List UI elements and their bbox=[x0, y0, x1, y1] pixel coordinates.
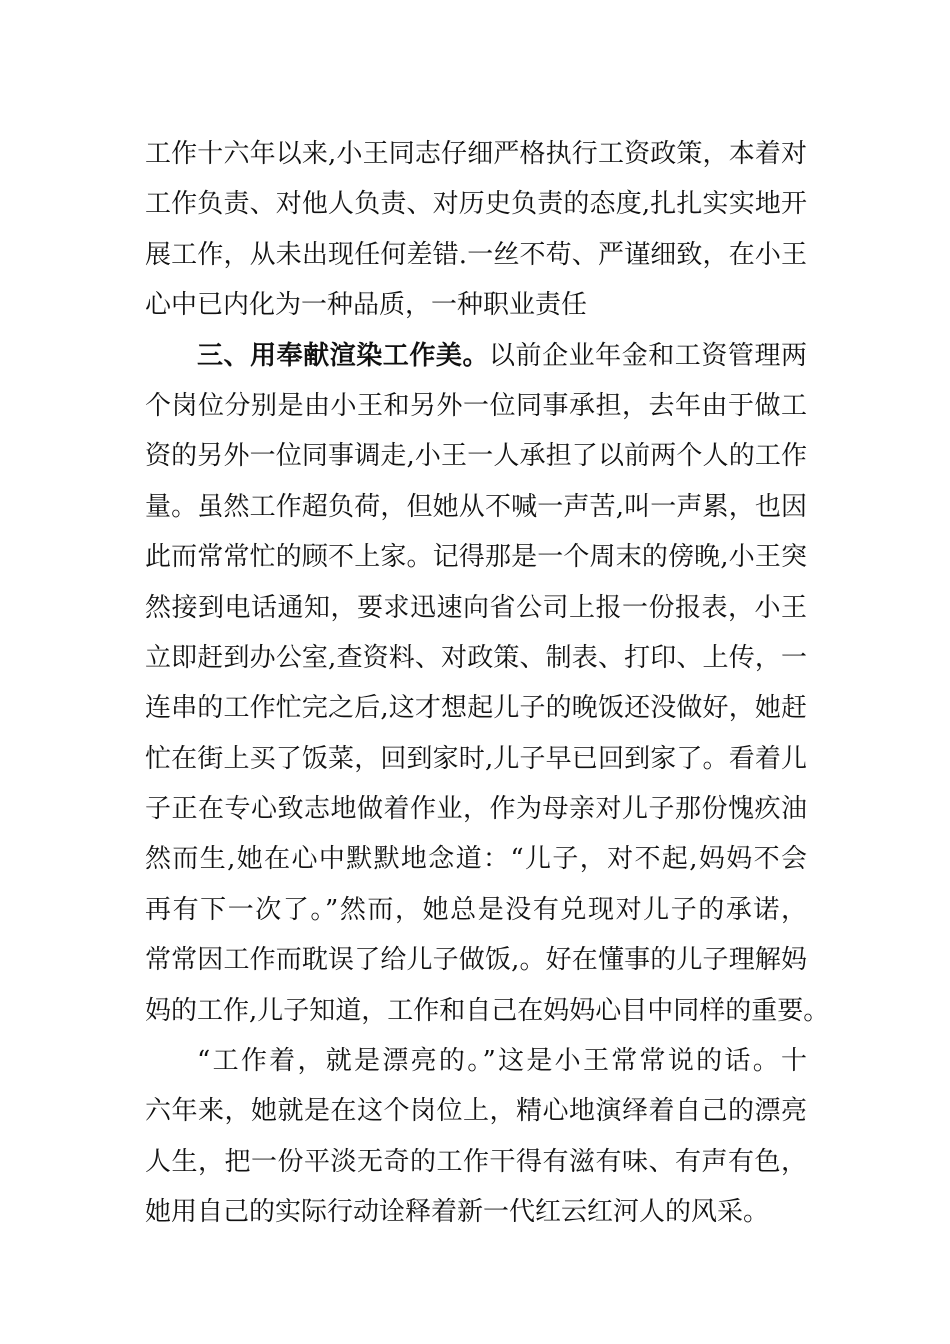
text-line: 展工作，从未出现任何差错.一丝不苟、严谨细致，在小王 bbox=[145, 239, 807, 270]
text-line: 人生，把一份平淡无奇的工作干得有滋有味、有声有色， bbox=[145, 1146, 807, 1177]
text-line: 再有下一次了。”然而，她总是没有兑现对儿子的承诺， bbox=[145, 894, 807, 925]
text-line: 然接到电话通知，要求迅速向省公司上报一份报表，小王 bbox=[145, 592, 807, 623]
text-line: 子正在专心致志地做着作业，作为母亲对儿子那份愧疚油 bbox=[145, 794, 807, 825]
paragraph-2 bbox=[145, 331, 830, 1036]
text-line: 工作负责、对他人负责、对历史负责的态度,扎扎实实地开 bbox=[145, 189, 807, 220]
text-line: 心中已内化为一种品质，一种职业责任 bbox=[145, 290, 588, 321]
text-line: 常常因工作而耽误了给儿子做饭,。好在懂事的儿子理解妈 bbox=[145, 945, 807, 976]
text-line: 六年来，她就是在这个岗位上，精心地演绎着自己的漂亮 bbox=[145, 1096, 807, 1127]
document-body bbox=[145, 129, 830, 1238]
paragraph-3 bbox=[145, 1036, 807, 1238]
text-line-with-heading bbox=[145, 331, 807, 381]
text-line: 立即赶到办公室,查资料、对政策、制表、打印、上传，一 bbox=[145, 642, 807, 673]
text-line: 她用自己的实际行动诠释着新一代红云红河人的风采。 bbox=[145, 1197, 770, 1228]
text-line: 个岗位分别是由小王和另外一位同事承担，去年由于做工 bbox=[145, 390, 807, 421]
text-line: 工作十六年以来,小王同志仔细严格执行工资政策，本着对 bbox=[145, 139, 807, 169]
paragraph-1 bbox=[145, 129, 807, 331]
text-line: 连串的工作忙完之后,这才想起儿子的晚饭还没做好，她赶 bbox=[145, 693, 807, 724]
text-line: “工作着，就是漂亮的。”这是小王常常说的话。十 bbox=[197, 1046, 807, 1077]
text-line: 资的另外一位同事调走,小王一人承担了以前两个人的工作 bbox=[145, 441, 807, 472]
text-line: 忙在街上买了饭菜，回到家时,儿子早已回到家了。看着儿 bbox=[145, 743, 807, 774]
text-fragment: 以前企业年金和工资管理两 bbox=[489, 340, 807, 371]
text-line: 此而常常忙的顾不上家。记得那是一个周末的傍晚,小王突 bbox=[145, 542, 807, 573]
text-line: 量。虽然工作超负荷，但她从不喊一声苦,叫一声累，也因 bbox=[145, 491, 807, 522]
section-heading: 三、用奉献渲染工作美。 bbox=[197, 340, 489, 371]
text-line: 然而生,她在心中默默地念道：“儿子，对不起,妈妈不会 bbox=[145, 844, 807, 875]
text-line: 妈的工作,儿子知道，工作和自己在妈妈心目中同样的重要。 bbox=[145, 995, 830, 1026]
